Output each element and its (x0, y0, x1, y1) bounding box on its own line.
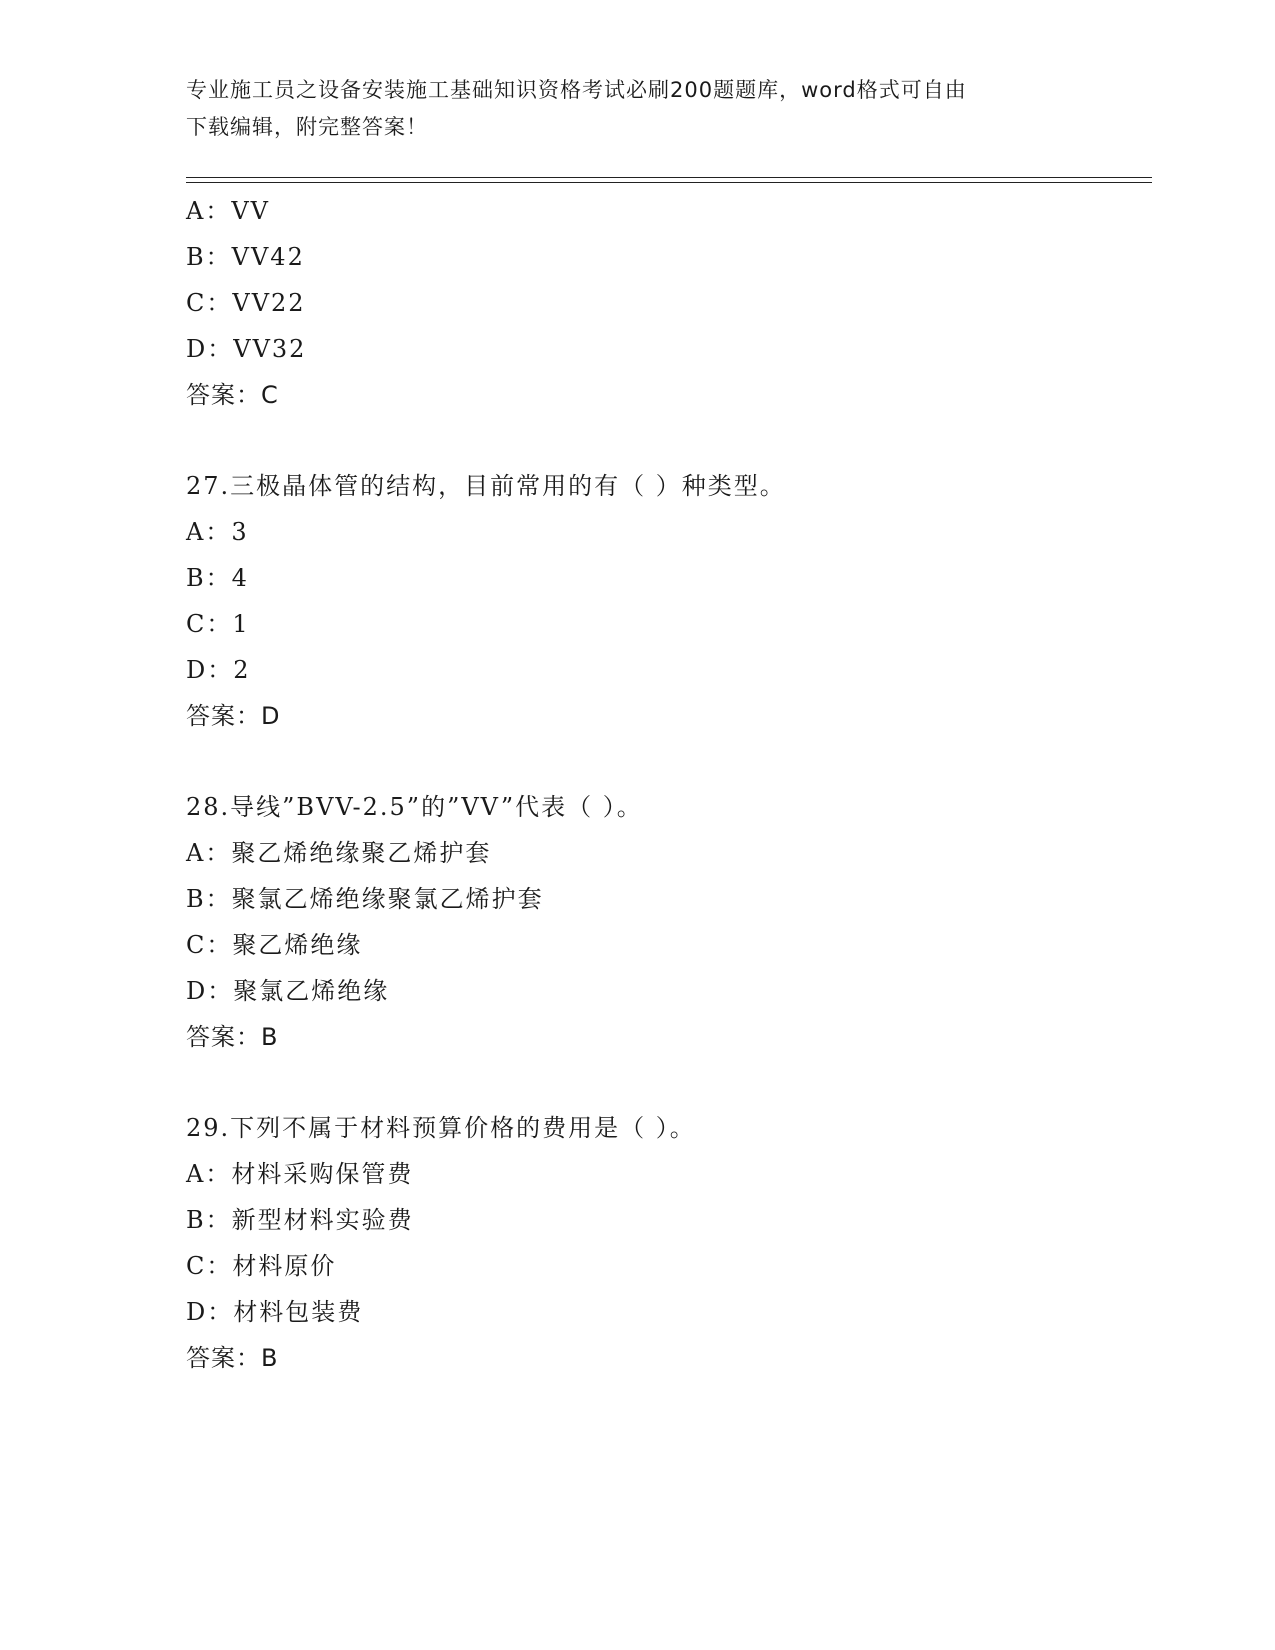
document-header (186, 72, 1086, 146)
q29-option-a: A：材料采购保管费 (186, 1160, 414, 1188)
q27-option-d: D：2 (186, 656, 251, 684)
header-line-1: 专业施工员之设备安装施工基础知识资格考试必刷200题题库，word格式可自由 (186, 78, 967, 102)
q26-answer: 答案：C (186, 381, 279, 409)
q26-option-d: D：VV32 (186, 335, 307, 363)
q27-option-c: C：1 (186, 610, 250, 638)
q27-option-a: A：3 (186, 518, 249, 546)
q29-option-d: D：材料包装费 (186, 1298, 364, 1326)
q29-answer: 答案：B (186, 1344, 279, 1372)
q29-option-c: C：材料原价 (186, 1252, 337, 1280)
q29-question: 29.下列不属于材料预算价格的费用是（ ）。 (186, 1114, 696, 1142)
header-divider-bottom (186, 182, 1152, 183)
q28-answer: 答案：B (186, 1023, 279, 1051)
q27-question: 27.三极晶体管的结构，目前常用的有（ ）种类型。 (186, 472, 786, 500)
q27-answer: 答案：D (186, 702, 281, 730)
q26-option-a: A：VV (186, 197, 270, 225)
q26-option-c: C：VV22 (186, 289, 306, 317)
q28-question: 28.导线”BVV-2.5”的”VV”代表（ ）。 (186, 793, 643, 821)
q29-option-b: B：新型材料实验费 (186, 1206, 414, 1234)
q28-option-b: B：聚氯乙烯绝缘聚氯乙烯护套 (186, 885, 544, 913)
header-line-2: 下载编辑，附完整答案！ (186, 115, 428, 139)
header-divider-top (186, 177, 1152, 178)
q28-option-c: C：聚乙烯绝缘 (186, 931, 363, 959)
q26-option-b: B：VV42 (186, 243, 305, 271)
q28-option-d: D：聚氯乙烯绝缘 (186, 977, 390, 1005)
q27-option-b: B：4 (186, 564, 249, 592)
q28-option-a: A：聚乙烯绝缘聚乙烯护套 (186, 839, 492, 867)
